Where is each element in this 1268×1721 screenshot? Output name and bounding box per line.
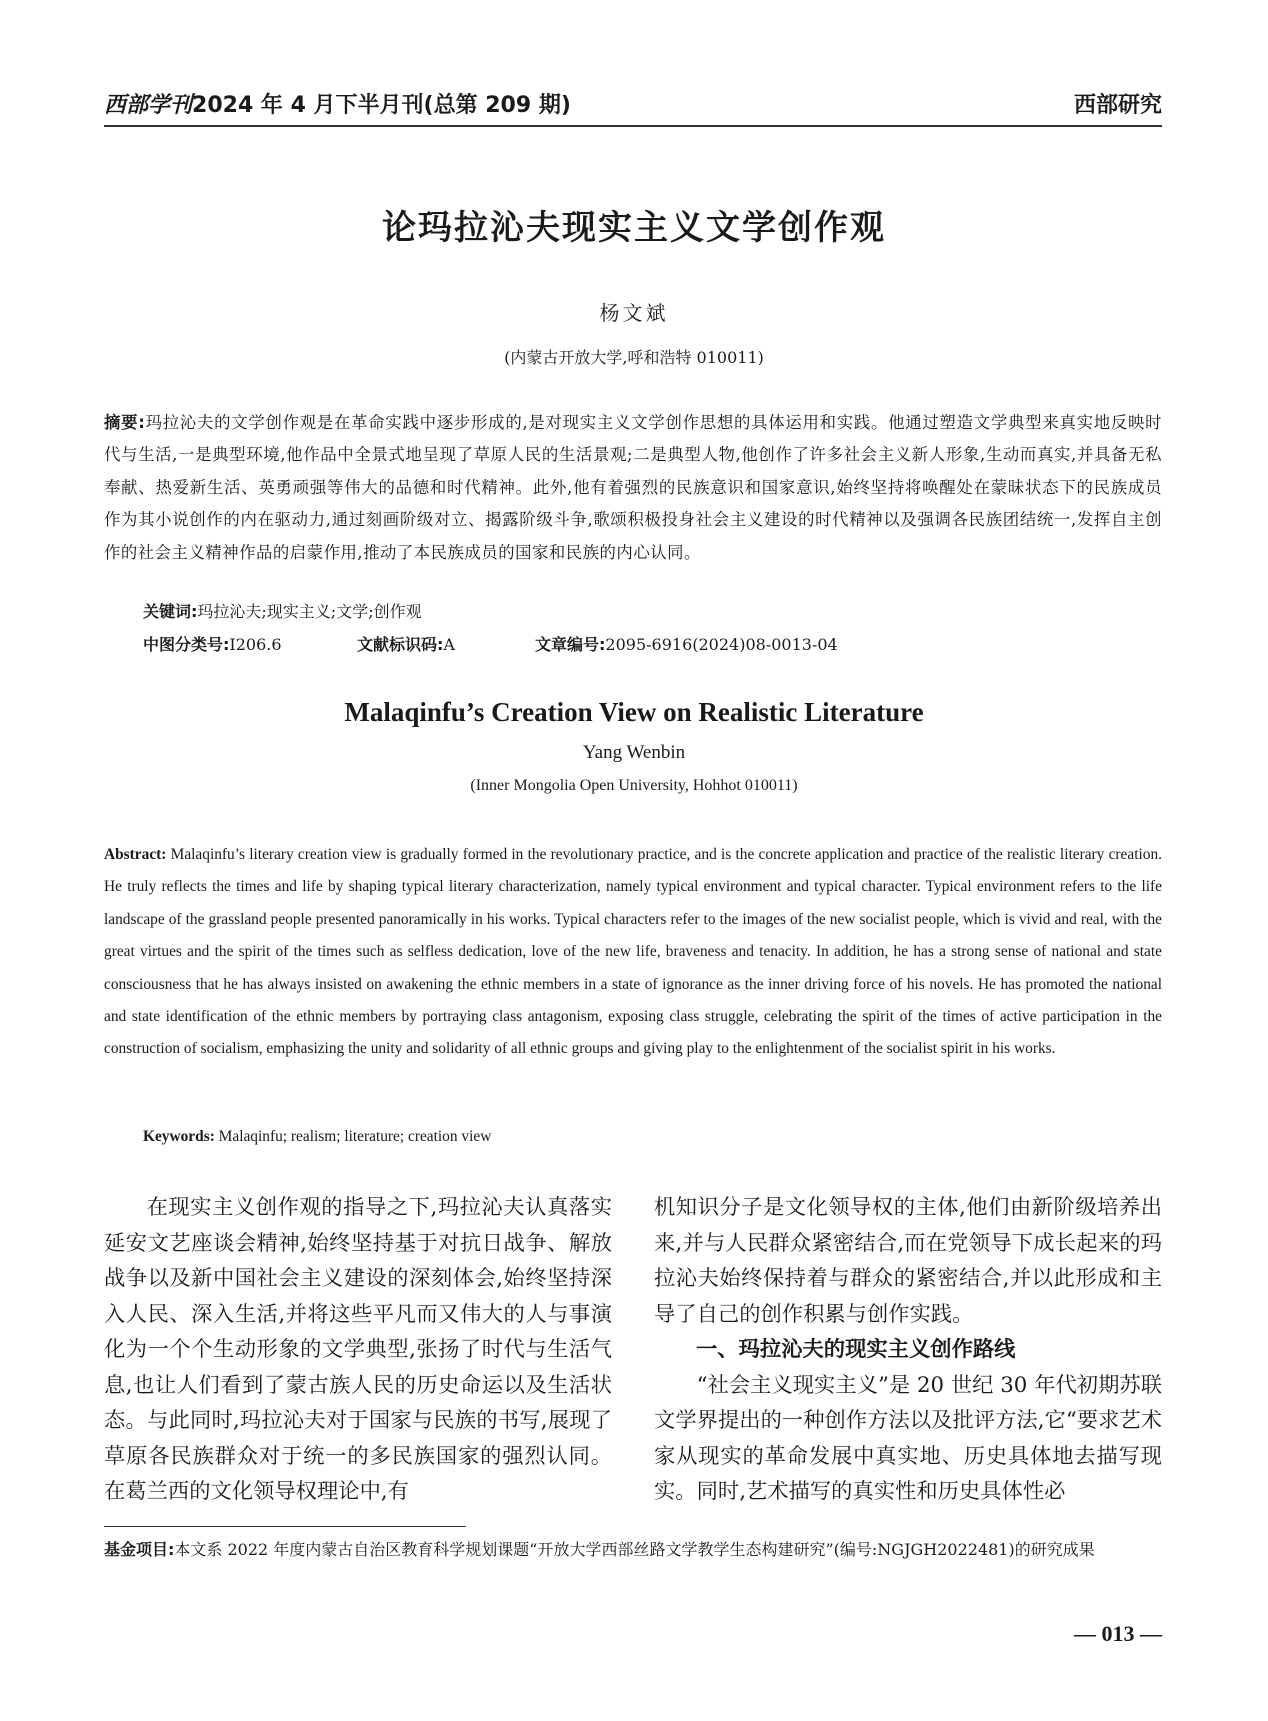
abstract-cn	[104, 407, 1162, 569]
body-column-right	[654, 1190, 1162, 1510]
affiliation-en: (Inner Mongolia Open University, Hohhot 010011)	[470, 777, 798, 794]
document-code	[357, 632, 455, 655]
title-en: Malaqinfu’s Creation View on Realistic Literature	[344, 697, 924, 727]
header-rule	[104, 125, 1162, 127]
clc-label: 中图分类号:	[143, 635, 230, 654]
article-number	[535, 632, 838, 655]
body-column-left	[104, 1190, 612, 1510]
page-number: — 013 —	[1074, 1621, 1162, 1646]
abstract-en	[104, 839, 1162, 1066]
funding-text: 本文系 2022 年度内蒙古自治区教育科学规划课题“开放大学西部丝路文学教学生态构建研究”(编号:NGJGH2022481)的研究成果	[174, 1540, 1095, 1559]
body-paragraph: 在现实主义创作观的指导之下,玛拉沁夫认真落实延安文艺座谈会精神,始终坚持基于对抗日战争、解放战争以及新中国社会主义建设的深刻体会,始终坚持深入人民、深入生活,并将这些平凡而又伟大的人与事演化为一个个生动形象的文学典型,张扬了时代与生活气息,也让人们看到了蒙古族人民的历史命运以及生活状态。与此同时,玛拉沁夫对于国家与民族的书写,展现了草原各民族群众对于统一的多民族国家的强烈认同。在葛兰西的文化领导权理论中,有	[104, 1195, 612, 1504]
clc-value: I206.6	[229, 635, 282, 654]
title-cn: 论玛拉沁夫现实主义文学创作观	[382, 208, 886, 248]
funding-label: 基金项目:	[104, 1540, 175, 1559]
abstract-cn-label: 摘要:	[104, 413, 146, 432]
clc-number	[143, 632, 282, 655]
author-cn: 杨文斌	[599, 301, 669, 325]
keywords-en-text: Malaqinfu; realism; literature; creation view	[214, 1128, 492, 1145]
document-code-label: 文献标识码:	[357, 635, 444, 654]
keywords-cn	[143, 599, 422, 622]
keywords-cn-label: 关键词:	[143, 602, 198, 621]
author-en: Yang Wenbin	[582, 742, 686, 763]
funding-footnote	[104, 1534, 1162, 1565]
article-number-value: 2095-6916(2024)08-0013-04	[605, 635, 838, 654]
running-header	[104, 88, 1162, 122]
header-issue	[104, 88, 571, 119]
document-code-value: A	[443, 635, 455, 654]
header-section: 西部研究	[1073, 93, 1162, 118]
affiliation-cn: (内蒙古开放大学,呼和浩特 010011)	[504, 348, 764, 367]
article-number-label: 文章编号:	[535, 635, 606, 654]
section-heading: 一、玛拉沁夫的现实主义创作路线	[696, 1337, 1016, 1362]
keywords-en-label: Keywords:	[143, 1128, 215, 1145]
issue-text: 2024 年 4 月下半月刊(总第 209 期)	[192, 93, 571, 118]
abstract-en-label: Abstract:	[104, 846, 167, 863]
footnote-rule	[104, 1526, 466, 1527]
abstract-cn-text: 玛拉沁夫的文学创作观是在革命实践中逐步形成的,是对现实主义文学创作思想的具体运用和实践。他通过塑造文学典型来真实地反映时代与生活,一是典型环境,他作品中全景式地呈现了草原人民的生活景观;二是典型人物,他创作了许多社会主义新人形象,生动而真实,并具备无私奉献、热爱新生活、英勇顽强等伟大的品德和时代精神。此外,他有着强烈的民族意识和国家意识,始终坚持将唤醒处在蒙昧状态下的民族成员作为其小说创作的内在驱动力,通过刻画阶级对立、揭露阶级斗争,歌颂积极投身社会主义建设的时代精神以及强调各民族团结统一,发挥自主创作的社会主义精神作品的启蒙作用,推动了本民族成员的国家和民族的内心认同。	[104, 413, 1162, 562]
keywords-en	[143, 1128, 491, 1146]
journal-logo: 西部学刊	[104, 92, 193, 118]
body-paragraph: 机知识分子是文化领导权的主体,他们由新阶级培养出来,并与人民群众紧密结合,而在党领导下成长起来的玛拉沁夫始终保持着与群众的紧密结合,并以此形成和主导了自己的创作积累与创作实践。	[654, 1195, 1162, 1327]
keywords-cn-text: 玛拉沁夫;现实主义;文学;创作观	[197, 602, 422, 621]
body-paragraph: “社会主义现实主义”是 20 世纪 30 年代初期苏联文学界提出的一种创作方法以及批评方法,它“要求艺术家从现实的革命发展中真实地、历史具体地去描写现实。同时,艺术描写的真实性和历史具体性必	[654, 1372, 1162, 1504]
abstract-en-text: Malaqinfu’s literary creation view is gradually formed in the revolutionary practice, and is the concrete application and practice of the realistic literary creation. He truly reflects the times and life by shaping typical literary characterization, namely typical environment and typical character. Typical environment refers to the life landscape of the grassland people presented panoramically in his works. Typical characters refer to the images of the new socialist people, which is vivid and real, with the great virtues and the spirit of the times such as selfless dedication, love of the new life, braveness and tenacity. In addition, he has a strong sense of national and state consciousness that he has always insisted on awakening the ethnic members in a state of ignorance as the inner driving force of his novels. He has promoted the national and state identification of the ethnic members by portraying class antagonism, exposing class struggle, celebrating the spirit of the times of active participation in the construction of socialism, emphasizing the unity and solidarity of all ethnic groups and giving play to the enlightenment of the socialist spirit in his works.	[104, 846, 1162, 1058]
